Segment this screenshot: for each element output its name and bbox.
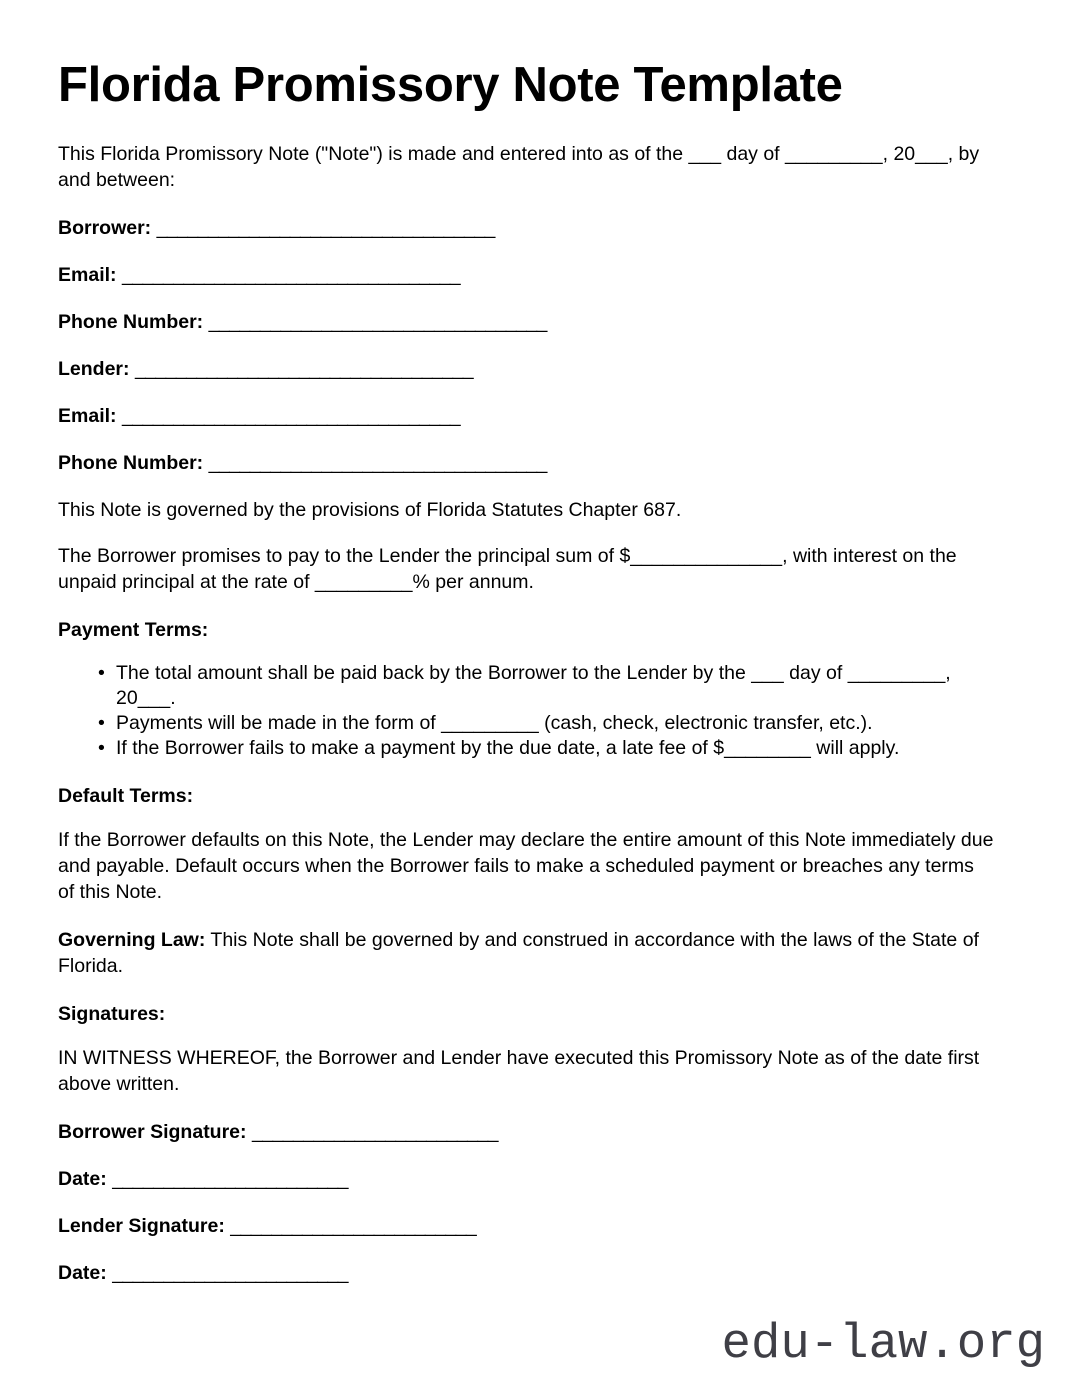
list-item: • The total amount shall be paid back by the Borrower to the Lender by the ___ day of _________, 20___. xyxy=(98,661,995,711)
field-blank-borrower-signature[interactable]: ________________________ xyxy=(251,1120,498,1143)
field-row-lender-email xyxy=(58,403,995,429)
field-label-lender-signature: Lender Signature: xyxy=(58,1214,225,1237)
field-blank-borrower[interactable]: _________________________________ xyxy=(156,216,495,239)
field-blank-borrower-phone[interactable]: _________________________________ xyxy=(208,310,547,333)
list-item: • If the Borrower fails to make a payment by the due date, a late fee of $________ will apply. xyxy=(98,736,995,761)
field-label-borrower-phone: Phone Number: xyxy=(58,310,204,333)
field-row-borrower-date xyxy=(58,1166,995,1192)
page-title: Florida Promissory Note Template xyxy=(58,58,843,112)
field-label-lender-email: Email: xyxy=(58,404,117,427)
field-row-borrower-phone xyxy=(58,309,995,335)
field-row-lender-signature xyxy=(58,1213,995,1239)
field-label-lender-date: Date: xyxy=(58,1261,107,1284)
signatures-heading: Signatures: xyxy=(58,1002,166,1025)
statute-paragraph: This Note is governed by the provisions of Florida Statutes Chapter 687. xyxy=(58,498,682,521)
field-blank-borrower-email[interactable]: _________________________________ xyxy=(121,263,461,286)
payment-terms-heading: Payment Terms: xyxy=(58,618,209,641)
field-blank-lender-phone[interactable]: _________________________________ xyxy=(208,451,547,474)
governing-law-paragraph xyxy=(58,927,995,979)
field-label-borrower-email: Email: xyxy=(58,263,117,286)
site-watermark: edu-law.org xyxy=(721,1316,1045,1372)
governing-law-text: This Note shall be governed by and construed in accordance with the laws of the State of Florida. xyxy=(58,928,979,977)
field-label-borrower: Borrower: xyxy=(58,216,152,239)
field-row-borrower-email xyxy=(58,262,995,288)
governing-law-label: Governing Law: xyxy=(58,928,206,951)
default-terms-heading: Default Terms: xyxy=(58,784,194,807)
field-blank-borrower-date[interactable]: _______________________ xyxy=(112,1167,348,1190)
list-item: • Payments will be made in the form of _________ (cash, check, electronic transfer, etc.). xyxy=(98,711,995,736)
field-label-lender-phone: Phone Number: xyxy=(58,451,204,474)
field-row-lender-date xyxy=(58,1260,995,1286)
field-label-borrower-signature: Borrower Signature: xyxy=(58,1120,247,1143)
field-label-lender: Lender: xyxy=(58,357,130,380)
field-blank-lender-date[interactable]: _______________________ xyxy=(112,1261,348,1284)
field-blank-lender-email[interactable]: _________________________________ xyxy=(121,404,461,427)
field-row-lender xyxy=(58,356,995,382)
default-terms-paragraph: If the Borrower defaults on this Note, the Lender may declare the entire amount of this Note immediately due and payable. Default occurs when the Borrower fails to make a scheduled payment or breaches any terms of this Note. xyxy=(58,828,994,903)
field-row-lender-phone xyxy=(58,450,995,476)
field-blank-lender[interactable]: _________________________________ xyxy=(134,357,474,380)
field-blank-lender-signature[interactable]: ________________________ xyxy=(230,1214,477,1237)
intro-paragraph: This Florida Promissory Note ("Note") is made and entered into as of the ___ day of _________, 20___, by and between: xyxy=(58,142,980,191)
witness-paragraph: IN WITNESS WHEREOF, the Borrower and Lender have executed this Promissory Note as of the date first above written. xyxy=(58,1046,980,1095)
principal-paragraph: The Borrower promises to pay to the Lender the principal sum of $______________, with interest on the unpaid principal at the rate of _________% per annum. xyxy=(58,544,957,593)
field-row-borrower xyxy=(58,215,995,241)
payment-terms-list xyxy=(58,661,995,761)
field-row-borrower-signature xyxy=(58,1119,995,1145)
field-label-borrower-date: Date: xyxy=(58,1167,107,1190)
